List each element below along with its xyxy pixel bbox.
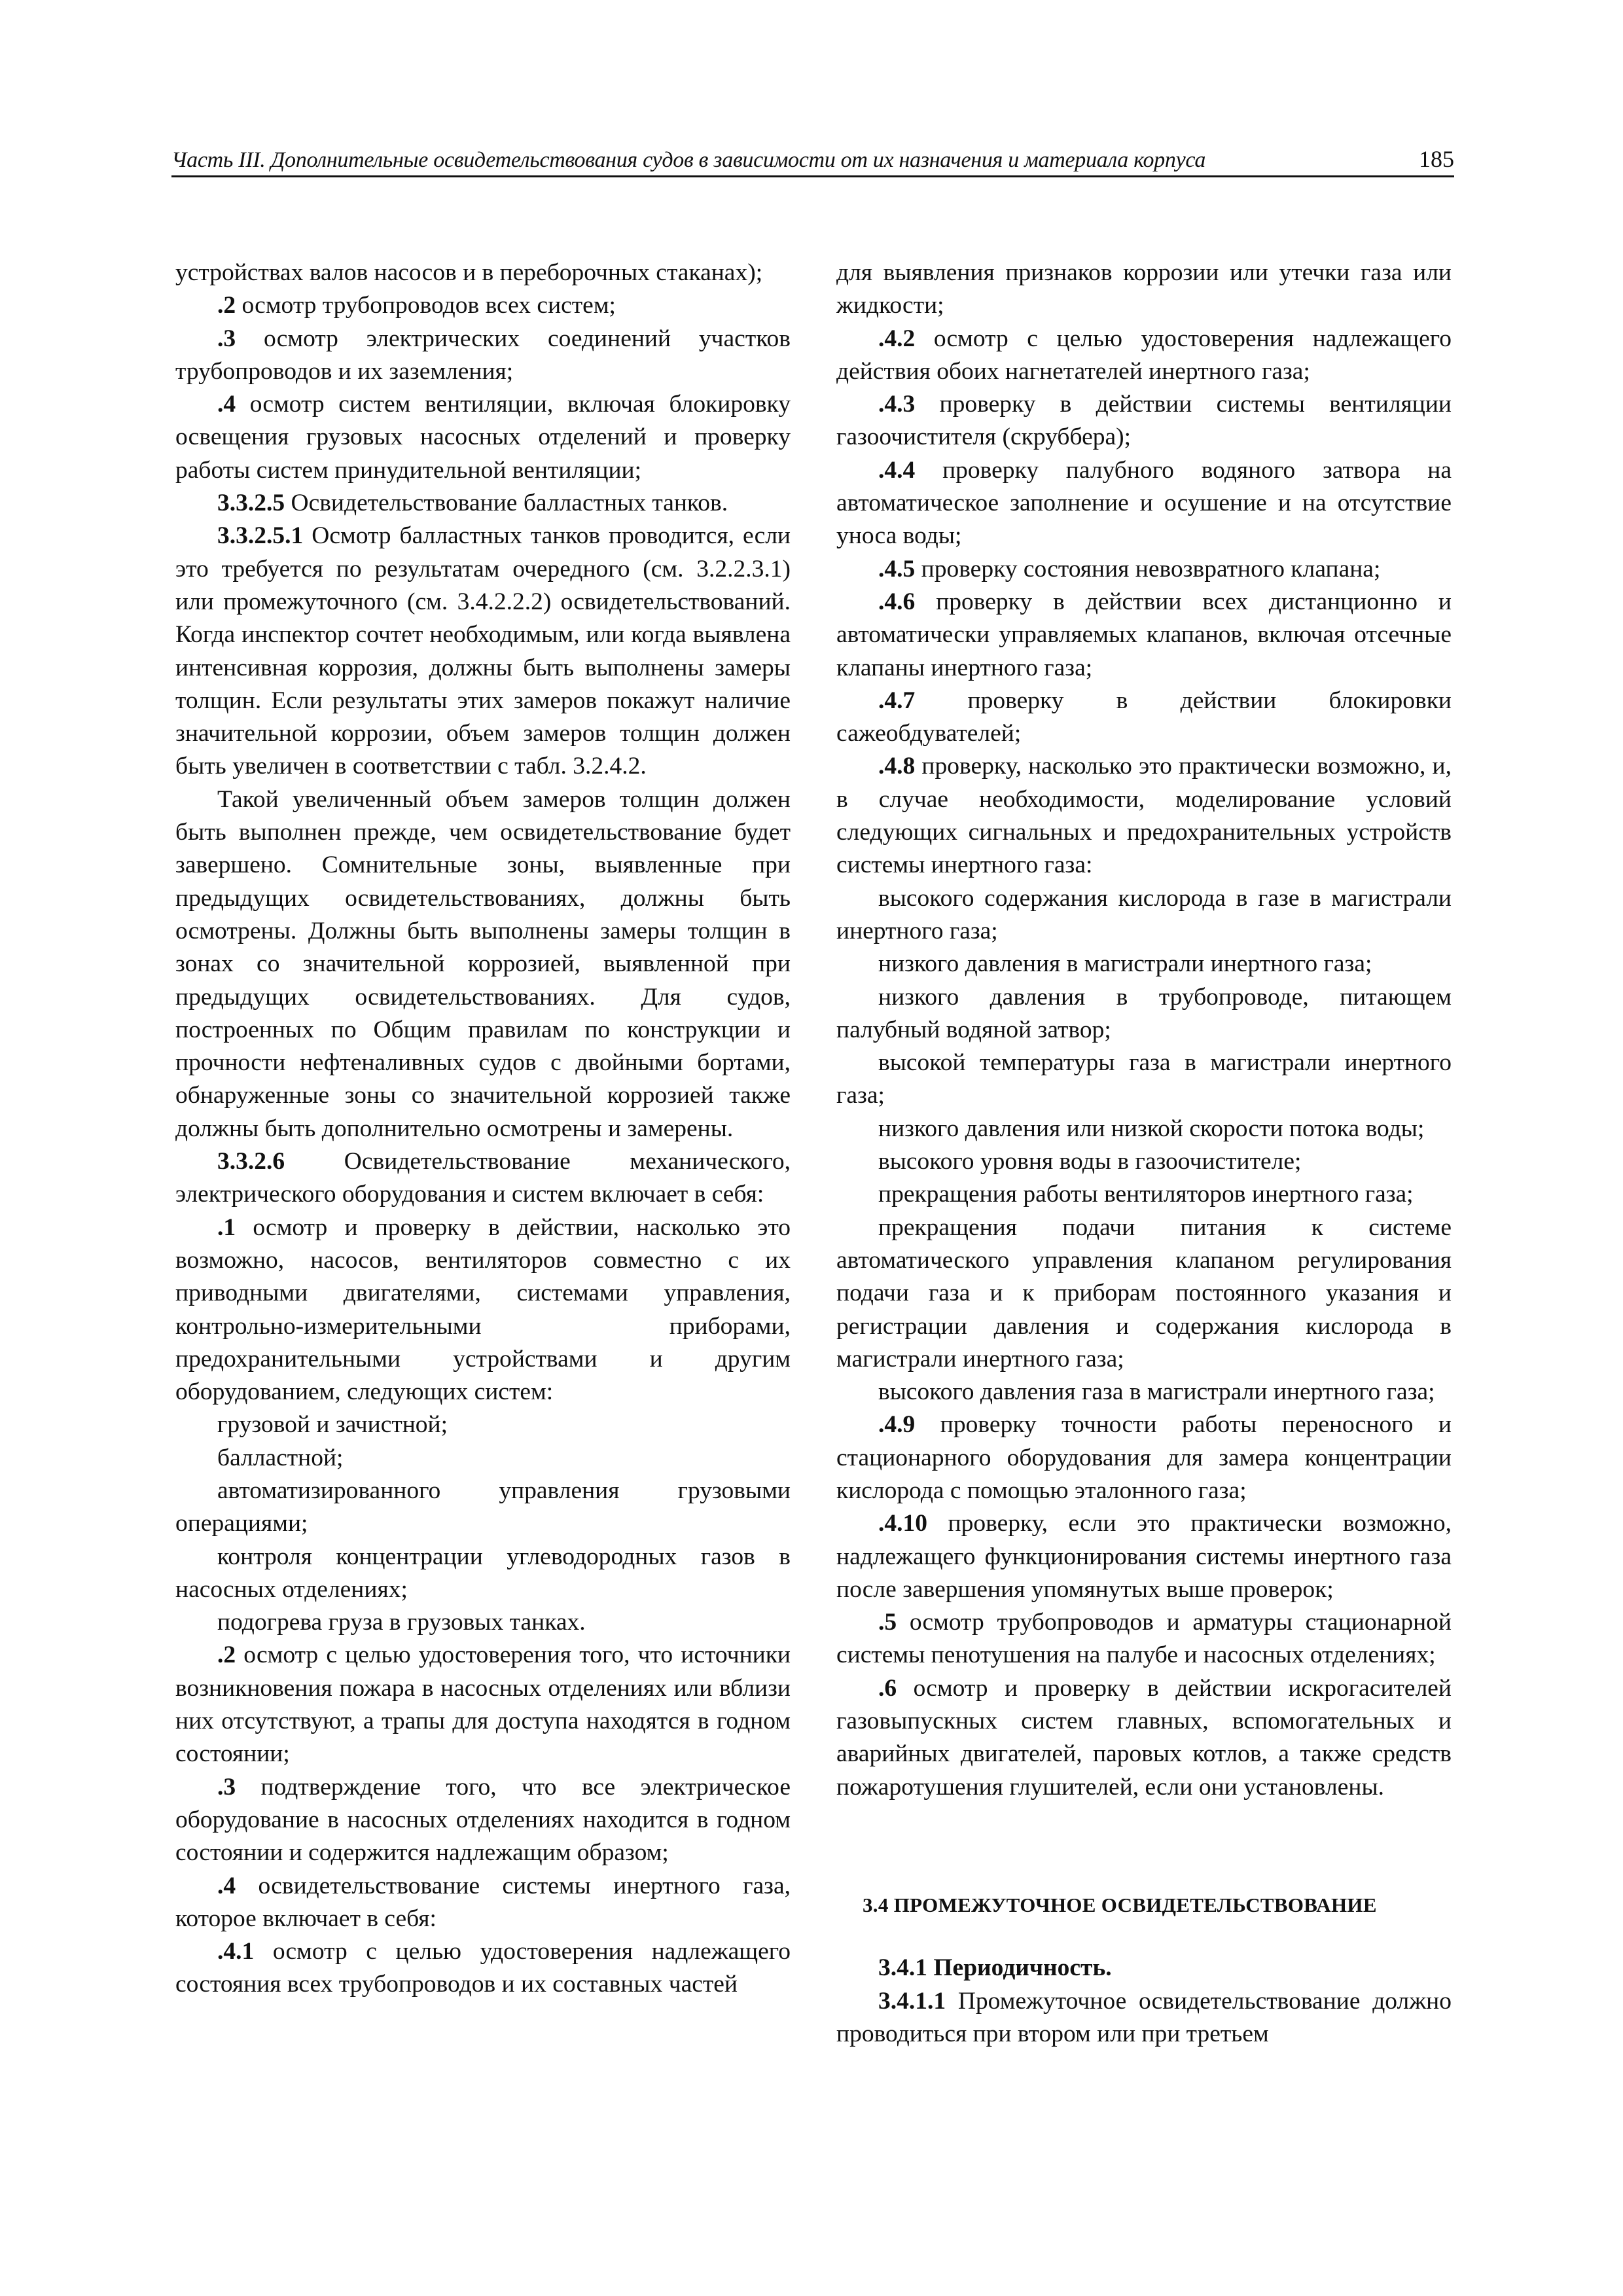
section-heading: 3.4 ПРОМЕЖУТОЧНОЕ ОСВИДЕТЕЛЬСТВОВАНИЕ [863,1893,1377,1916]
sub-list-item: высокой температуры газа в магистрали инертного газа; [836,1049,1452,1109]
item-number: .1 [217,1213,236,1241]
item-number: .4.2 [878,325,916,352]
item-number: .4.7 [878,687,916,714]
list-item: .4.6 проверку в действии всех дистанционно и автоматически управляемых клапанов, включая отсечные клапаны инертного газа; [836,588,1452,681]
item-number: .4.3 [878,391,916,418]
list-item: .4.8 проверку, насколько это практически возможно, и, в случае необходимости, моделирование условий следующих сигнальных и предохранительных устройств системы инертного газа: [836,753,1452,879]
list-item: .5 осмотр трубопроводов и арматуры стационарной системы пенотушения на палубе и насосных отделениях; [836,1609,1452,1669]
sub-list-item: низкого давления в магистрали инертного газа; [878,950,1372,978]
sub-list-item: автоматизированного управления грузовыми операциями; [175,1477,791,1537]
clause-number: 3.4.1 [878,1954,927,1982]
sub-list-item: контроля концентрации углеводородных газов в насосных отделениях; [175,1543,791,1603]
clause-paragraph: 3.3.2.5.1 Осмотр балластных танков проводится, если это требуется по результатам очередного (см. 3.2.2.3.1) или промежуточного (см. 3.4.2.2.2) освидетельствований. Когда инспектор сочтет необходимым, или когда выявлена интенсивная коррозия, должны быть выполнены замеры толщин. Если результаты этих замеров покажут наличие значительной коррозии, объем замеров толщин должен быть увеличен в соответствии с табл. 3.2.4.2. [175,522,791,780]
item-number: .5 [878,1609,897,1636]
cross-reference: 3.4.2.2.2 [457,588,543,615]
list-item: .4.10 проверку, если это практически возможно, надлежащего функционирования системы инертного газа после завершения упомянутых выше проверок; [836,1510,1452,1603]
clause-paragraph: 3.4.1.1 Промежуточное освидетельствование должно проводиться при втором или при третьем [836,1987,1452,2047]
sub-list-item: балластной; [217,1444,344,1471]
right-column [836,257,1452,2051]
list-item: .3 подтверждение того, что все электрическое оборудование в насосных отделениях находится в годном состоянии и содержится надлежащим образом; [175,1773,791,1867]
list-item: .4.1 осмотр с целью удостоверения надлежащего состояния всех трубопроводов и их составных частей [175,1938,791,1998]
item-number: .3 [217,325,236,352]
clause-heading: 3.3.2.5 Освидетельствование балластных танков. [217,490,728,517]
list-item: .4.5 проверку состояния невозвратного клапана; [878,555,1381,583]
sub-list-item: подогрева груза в грузовых танках. [217,1609,586,1636]
item-number: .4.9 [878,1411,916,1439]
list-item: .4.2 осмотр с целью удостоверения надлежащего действия обоих нагнетателей инертного газа; [836,325,1452,385]
item-number: .4.6 [878,588,916,615]
item-number: .4.8 [878,753,916,780]
cross-reference: 3.2.2.3.1 [696,555,783,583]
item-number: .2 [217,292,236,319]
left-column [175,257,791,2051]
item-number: .4.5 [878,555,916,583]
running-header [171,145,1454,177]
list-item: .4 осмотр систем вентиляции, включая блокировку освещения грузовых насосных отделений и проверку работы систем принудительной вентиляции; [175,391,791,484]
list-item: .4.9 проверку точности работы переносного и стационарного оборудования для замера концентрации кислорода с помощью эталонного газа; [836,1411,1452,1504]
paragraph: устройствах валов насосов и в переборочных стаканах); [175,259,763,286]
sub-list-item: прекращения работы вентиляторов инертного газа; [878,1181,1414,1208]
sub-list-item: высокого давления газа в магистрали инертного газа; [878,1378,1435,1406]
clause-number: 3.3.2.5 [217,490,285,517]
clause-number: 3.3.2.6 [217,1148,285,1175]
list-item: .1 осмотр и проверку в действии, насколько это возможно, насосов, вентиляторов совместно с их приводными двигателями, системами управления, контрольно-измерительными приборами, предохранительными устройствами и другим оборудованием, следующих систем: [175,1213,791,1406]
sub-list-item: высокого содержания кислорода в газе в магистрали инертного газа; [836,884,1452,944]
list-item: .4.3 проверку в действии системы вентиляции газоочистителя (скруббера); [836,391,1452,451]
list-item: .4.4 проверку палубного водяного затвора на автоматическое заполнение и осушение и на отсутствие уноса воды; [836,456,1452,550]
paragraph: для выявления признаков коррозии или утечки газа или жидкости; [836,259,1452,319]
item-number: .4.1 [217,1938,255,1965]
running-header-title: Часть III. Дополнительные освидетельствования судов в зависимости от их назначения и материала корпуса [171,148,1206,172]
sub-list-item: низкого давления в трубопроводе, питающем палубный водяной затвор; [836,983,1452,1043]
list-item: .2 осмотр трубопроводов всех систем; [217,292,616,319]
sub-list-item: высокого уровня воды в газоочистителе; [878,1148,1302,1175]
sub-list-item: грузовой и зачистной; [217,1411,448,1439]
sub-list-item: низкого давления или низкой скорости потока воды; [878,1115,1425,1142]
text-columns [175,257,1452,2051]
list-item: .2 осмотр с целью удостоверения того, что источники возникновения пожара в насосных отделениях или вблизи них отсутствуют, а трапы для доступа находятся в годном состоянии; [175,1641,791,1768]
clause-paragraph: 3.3.2.6 Освидетельствование механического, электрического оборудования и систем включает в себя: [175,1148,791,1208]
page-number: 185 [1419,146,1454,172]
list-item: .4 освидетельствование системы инертного газа, которое включает в себя: [175,1872,791,1932]
item-number: .3 [217,1773,236,1801]
item-number: .2 [217,1641,236,1669]
item-number: .4.4 [878,456,916,484]
item-number: .4 [217,391,236,418]
list-item: .4.7 проверку в действии блокировки сажеобдувателей; [836,687,1452,747]
clause-number: 3.3.2.5.1 [217,522,304,550]
item-number: .6 [878,1674,897,1702]
clause-heading: 3.4.1 Периодичность. [878,1954,1112,1982]
item-number: .4.10 [878,1510,927,1537]
item-number: .4 [217,1872,236,1899]
list-item: .3 осмотр электрических соединений участков трубопроводов и их заземления; [175,325,791,385]
sub-list-item: прекращения подачи питания к системе автоматического управления клапаном регулирования подачи газа и к приборам постоянного указания и регистрации давления и содержания кислорода в магистрали инертного газа; [836,1213,1452,1372]
clause-number: 3.4.1.1 [878,1987,946,2015]
list-item: .6 осмотр и проверку в действии искрогасителей газовыпускных систем главных, вспомогательных и аварийных двигателей, паровых котлов, а также средств пожаротушения глушителей, если они установлены. [836,1674,1452,1801]
paragraph: Такой увеличенный объем замеров толщин должен быть выполнен прежде, чем освидетельствование будет завершено. Сомнительные зоны, выявленные при предыдущих освидетельствованиях, должны быть осмотрены. Должны быть выполнены замеры толщин в зонах со значительной коррозией, выявленной при предыдущих освидетельствованиях. Для судов, построенных по Общим правилам по конструкции и прочности нефтеналивных судов с двойными бортами, обнаруженные зоны со значительной коррозией также должны быть дополнительно осмотрены и замерены. [175,785,791,1142]
